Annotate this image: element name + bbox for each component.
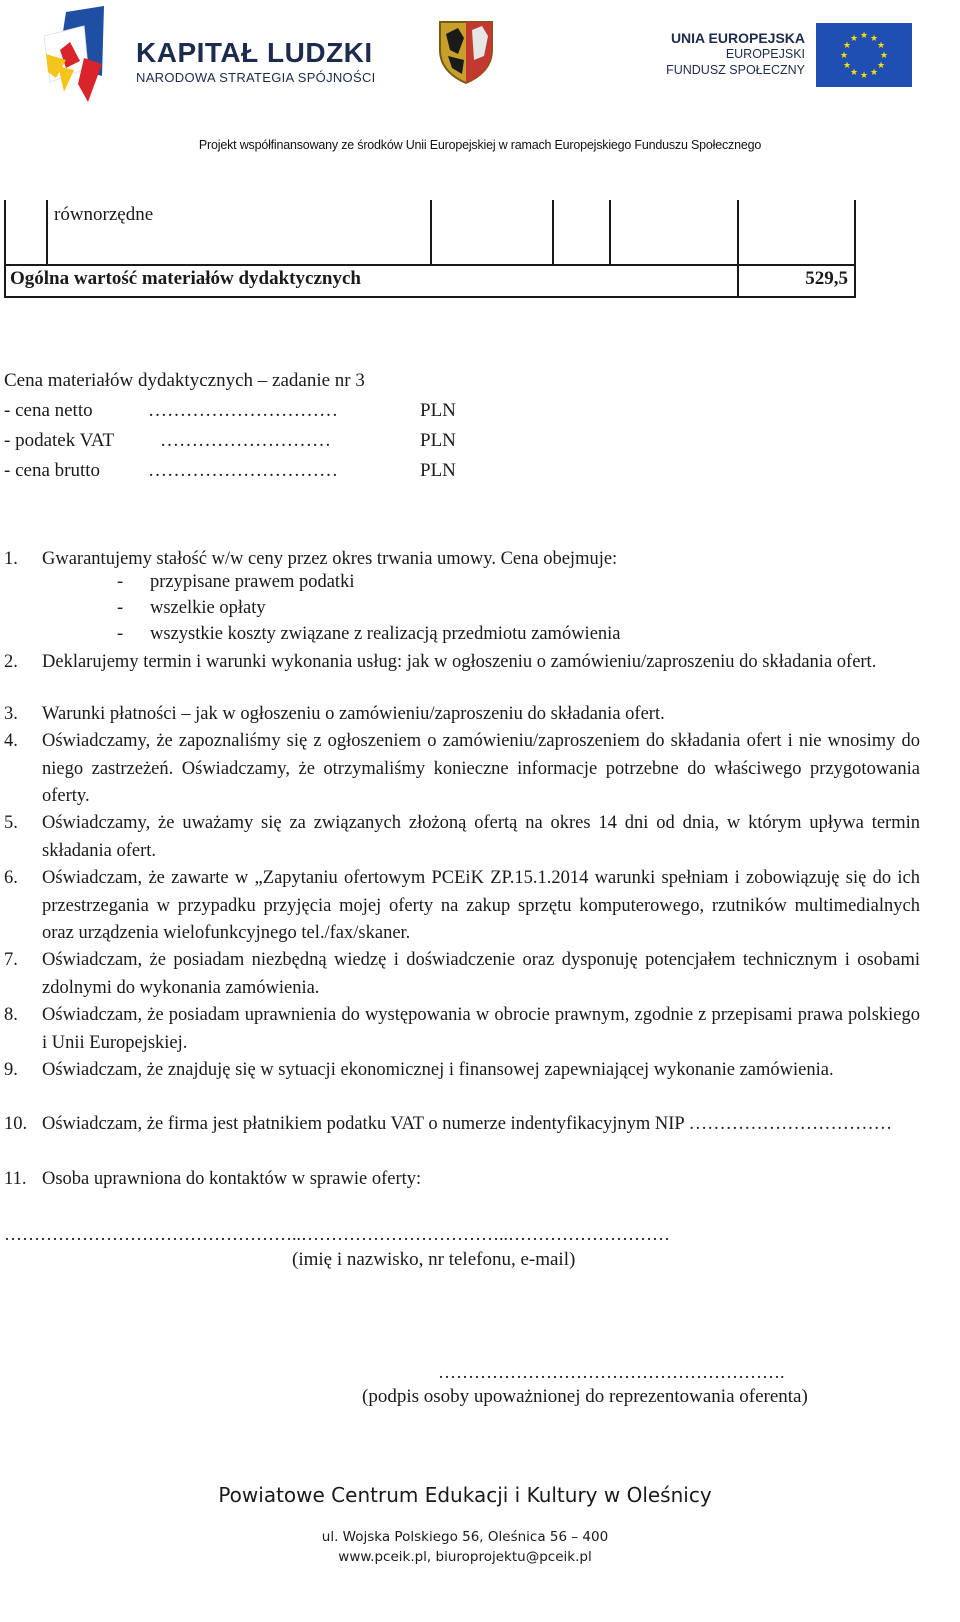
contact-caption: (imię i nazwisko, nr telefonu, e-mail) bbox=[292, 1249, 576, 1270]
statement-number: 2. bbox=[4, 652, 18, 672]
svg-text:★: ★ bbox=[869, 68, 879, 78]
statement-7 bbox=[4, 947, 920, 1002]
eu-stars-icon bbox=[816, 23, 912, 87]
price-label: - cena brutto bbox=[4, 460, 101, 481]
statement-4 bbox=[4, 728, 920, 811]
statement-11 bbox=[4, 1166, 920, 1194]
statement-number: 5. bbox=[4, 813, 18, 833]
svg-text:★: ★ bbox=[849, 34, 859, 44]
table-border bbox=[737, 200, 739, 298]
price-label: - cena netto bbox=[4, 400, 93, 421]
table-border bbox=[552, 200, 554, 266]
eu-flag bbox=[816, 23, 912, 87]
price-line-vat bbox=[4, 430, 474, 456]
statement-text: Oświadczam, że posiadam niezbędną wiedzę i doświadczenie oraz dysponuję potencjałem technicznym i osobami zdolnymi do wykonania zamówienia. bbox=[42, 950, 920, 998]
statement-6 bbox=[4, 865, 920, 948]
signature-caption: (podpis osoby upoważnionej do reprezentowania oferenta) bbox=[362, 1386, 808, 1407]
svg-text:★: ★ bbox=[859, 71, 869, 81]
statement-9 bbox=[4, 1057, 920, 1085]
statement-number: 4. bbox=[4, 731, 18, 751]
footer-address: ul. Wojska Polskiego 56, Oleśnica 56 – 400 bbox=[321, 1529, 609, 1545]
bullet-dash: - bbox=[117, 572, 124, 592]
materials-table bbox=[0, 200, 860, 300]
statement-number: 10. bbox=[4, 1114, 28, 1134]
total-label: Ogólna wartość materiałów dydaktycznych bbox=[10, 268, 361, 289]
table-cell: równorzędne bbox=[54, 204, 154, 225]
kapital-ludzki-wordmark bbox=[136, 38, 376, 85]
statement-text: Gwarantujemy stałość w/w ceny przez okres trwania umowy. Cena obejmuje: bbox=[42, 549, 618, 569]
coat-of-arms-eagle-icon bbox=[438, 20, 494, 84]
footer-contact: www.pceik.pl, biuroprojektu@pceik.pl bbox=[338, 1549, 592, 1565]
svg-text:★: ★ bbox=[842, 61, 852, 71]
statement-5 bbox=[4, 810, 920, 865]
statement-number: 6. bbox=[4, 868, 18, 888]
statement-number: 9. bbox=[4, 1060, 18, 1080]
price-heading: Cena materiałów dydaktycznych – zadanie nr 3 bbox=[4, 370, 365, 391]
bullet-text: wszelkie opłaty bbox=[150, 598, 266, 618]
svg-text:★: ★ bbox=[869, 34, 879, 44]
table-border bbox=[430, 200, 432, 266]
table-border bbox=[854, 200, 856, 298]
project-cofinancing-note: Projekt współfinansowany ze środków Unii Europejskiej w ramach Europejskiego Funduszu Społecznego bbox=[198, 138, 762, 152]
kapital-ludzki-emblem-icon bbox=[44, 6, 114, 106]
contact-dotted-line: …………………………………………..……………………………..……………………… bbox=[4, 1224, 670, 1244]
signature-dotted-line: …………………………………………………. bbox=[438, 1362, 785, 1382]
eu-line-2: EUROPEJSKI bbox=[725, 47, 805, 61]
statement-text: Deklarujemy termin i warunki wykonania usług: jak w ogłoszeniu o zamówieniu/zaproszeniu do składania ofert. bbox=[42, 652, 877, 672]
price-label: - podatek VAT bbox=[4, 430, 115, 451]
eu-wordmark bbox=[640, 30, 805, 78]
table-border bbox=[4, 200, 6, 298]
statement-2 bbox=[4, 649, 920, 677]
svg-text:★: ★ bbox=[879, 51, 889, 61]
price-dots: ………………………… bbox=[148, 400, 338, 421]
statement-10 bbox=[4, 1111, 920, 1139]
svg-text:★: ★ bbox=[876, 61, 886, 71]
statement-text: Oświadczamy, że zapoznaliśmy się z ogłoszeniem o zamówieniu/zaproszeniem do składania ofert i nie wnosimy do niego zastrzeżeń. Oświadczamy, że otrzymaliśmy konieczne informacje potrzebne do właściwego przygotowania oferty. bbox=[42, 731, 920, 806]
statement-number: 8. bbox=[4, 1005, 18, 1025]
statement-text: Osoba uprawniona do kontaktów w sprawie oferty: bbox=[42, 1169, 422, 1189]
statement-text: Oświadczam, że znajduję się w sytuacji ekonomicznej i finansowej zapewniającej wykonanie zamówienia. bbox=[42, 1060, 834, 1080]
svg-text:★: ★ bbox=[876, 41, 886, 51]
table-border bbox=[4, 264, 856, 266]
price-unit: PLN bbox=[420, 400, 456, 421]
statement-number: 11. bbox=[4, 1169, 27, 1189]
bullet-text: przypisane prawem podatki bbox=[150, 572, 355, 592]
kapital-ludzki-title: KAPITAŁ LUDZKI bbox=[136, 37, 373, 68]
statement-1 bbox=[4, 546, 920, 574]
svg-text:★: ★ bbox=[842, 41, 852, 51]
statement-text: Warunki płatności – jak w ogłoszeniu o zamówieniu/zaproszeniu do składania ofert. bbox=[42, 704, 665, 724]
statement-text: Oświadczam, że firma jest płatnikiem podatku VAT o numerze indentyfikacyjnym NIP …………………………… bbox=[42, 1114, 893, 1134]
table-border bbox=[609, 200, 611, 266]
table-border bbox=[46, 200, 48, 266]
statement-text: Oświadczamy, że uważamy się za związanych złożoną ofertą na okres 14 dni od dnia, w którym upływa termin składania ofert. bbox=[42, 813, 920, 861]
eu-line-1: UNIA EUROPEJSKA bbox=[670, 30, 805, 46]
svg-text:★: ★ bbox=[839, 51, 849, 61]
svg-text:★: ★ bbox=[859, 31, 869, 41]
total-value: 529,5 bbox=[805, 268, 848, 289]
price-unit: PLN bbox=[420, 460, 456, 481]
bullet-text: wszystkie koszty związane z realizacją przedmiotu zamówienia bbox=[150, 624, 621, 644]
price-line-netto bbox=[4, 400, 474, 426]
statement-text: Oświadczam, że zawarte w „Zapytaniu ofertowym PCEiK ZP.15.1.2014 warunki spełniam i zobowiązuję się do ich przestrzegania w przypadku przyjęcia mojej oferty na zakup sprzętu komputerowego, rzutników multimedialnych oraz urządzenia wielofunkcyjnego tel./fax/skaner. bbox=[42, 868, 920, 943]
kapital-ludzki-subtitle: NARODOWA STRATEGIA SPÓJNOŚCI bbox=[136, 70, 376, 85]
statement-number: 3. bbox=[4, 704, 18, 724]
price-dots: ……………………… bbox=[160, 430, 331, 451]
footer-institution-name: Powiatowe Centrum Edukacji i Kultury w Oleśnicy bbox=[218, 1483, 712, 1507]
coat-of-arms bbox=[438, 20, 494, 84]
svg-text:★: ★ bbox=[849, 68, 859, 78]
price-dots: ………………………… bbox=[148, 460, 338, 481]
eu-line-3: FUNDUSZ SPOŁECZNY bbox=[666, 63, 805, 77]
statement-number: 7. bbox=[4, 950, 18, 970]
price-line-brutto bbox=[4, 460, 474, 486]
bullet-dash: - bbox=[117, 598, 124, 618]
statement-8 bbox=[4, 1002, 920, 1057]
bullet-dash: - bbox=[117, 624, 124, 644]
statement-3 bbox=[4, 701, 920, 729]
table-border bbox=[4, 296, 856, 298]
statement-number: 1. bbox=[4, 549, 18, 569]
price-unit: PLN bbox=[420, 430, 456, 451]
statement-text: Oświadczam, że posiadam uprawnienia do występowania w obrocie prawnym, zgodnie z przepisami prawa polskiego i Unii Europejskiej. bbox=[42, 1005, 920, 1053]
